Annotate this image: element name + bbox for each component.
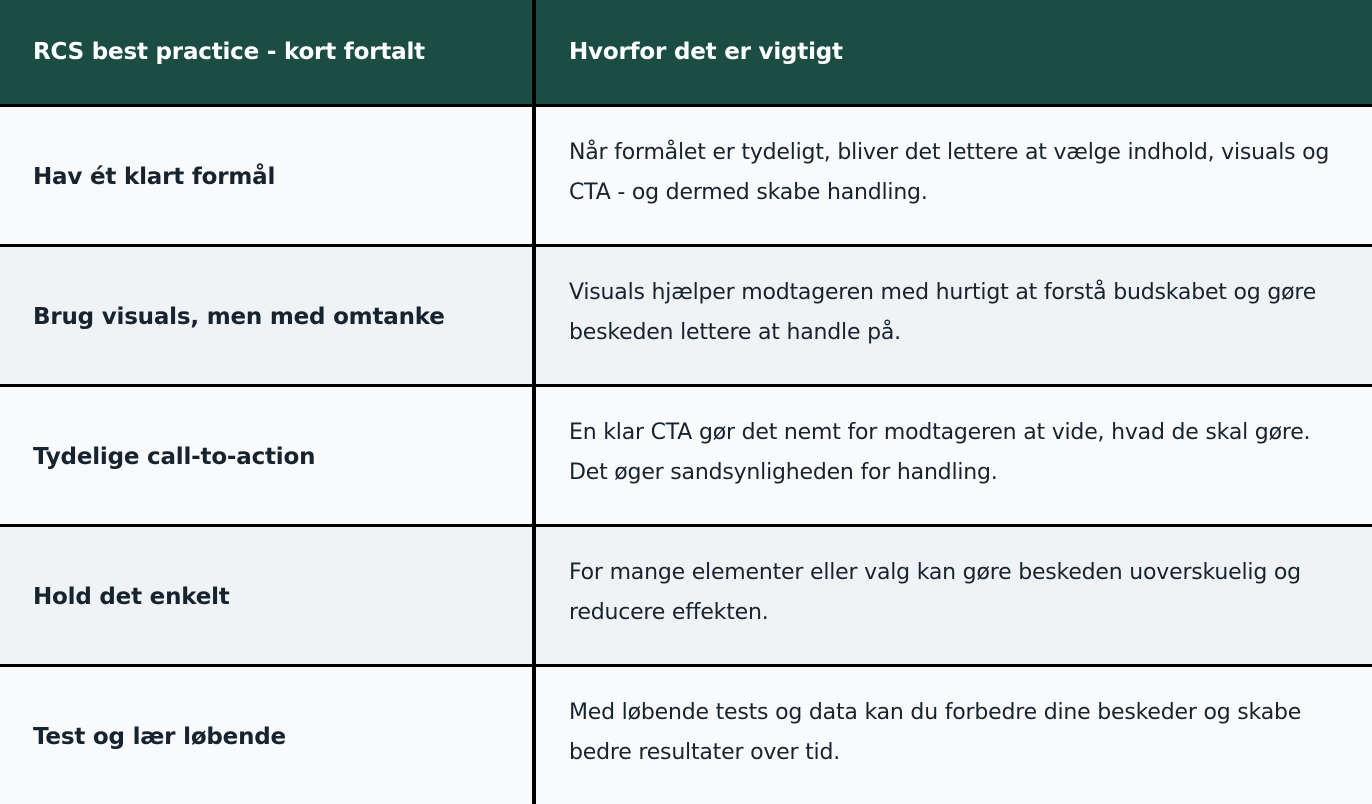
practice-label: Tydelige call-to-action [33,443,316,470]
why-text: Når formålet er tydeligt, bliver det lettere at vælge indhold, visuals og CTA - og dermed skabe handling. [569,139,1330,205]
why-text: En klar CTA gør det nemt for modtageren at vide, hvad de skal gøre. Det øger sandsynligheden for handling. [569,419,1311,485]
practice-label: Brug visuals, men med omtanke [33,303,445,330]
practice-label: Test og lær løbende [33,723,286,750]
table-row-3-practice [0,387,532,524]
table-row-2-practice [0,247,532,384]
table-row-4-practice [0,527,532,664]
table-row-2-why [536,247,1372,384]
header-why: Hvorfor det er vigtigt [536,0,1372,104]
why-text: Visuals hjælper modtageren med hurtigt at forstå budskabet og gøre beskeden lettere at handle på. [569,279,1317,345]
table-row-4-why [536,527,1372,664]
practice-label: Hav ét klart formål [33,163,276,190]
table-row-1-why [536,107,1372,244]
header-practice: RCS best practice - kort fortalt [0,0,532,104]
why-text: For mange elementer eller valg kan gøre beskeden uoverskuelig og reducere effekten. [569,559,1301,625]
table-row-5-why [536,667,1372,804]
table-row-3-why [536,387,1372,524]
why-text: Med løbende tests og data kan du forbedre dine beskeder og skabe bedre resultater over tid. [569,699,1302,765]
table-row-5-practice [0,667,532,804]
practice-label: Hold det enkelt [33,583,230,610]
table-row-1-practice [0,107,532,244]
